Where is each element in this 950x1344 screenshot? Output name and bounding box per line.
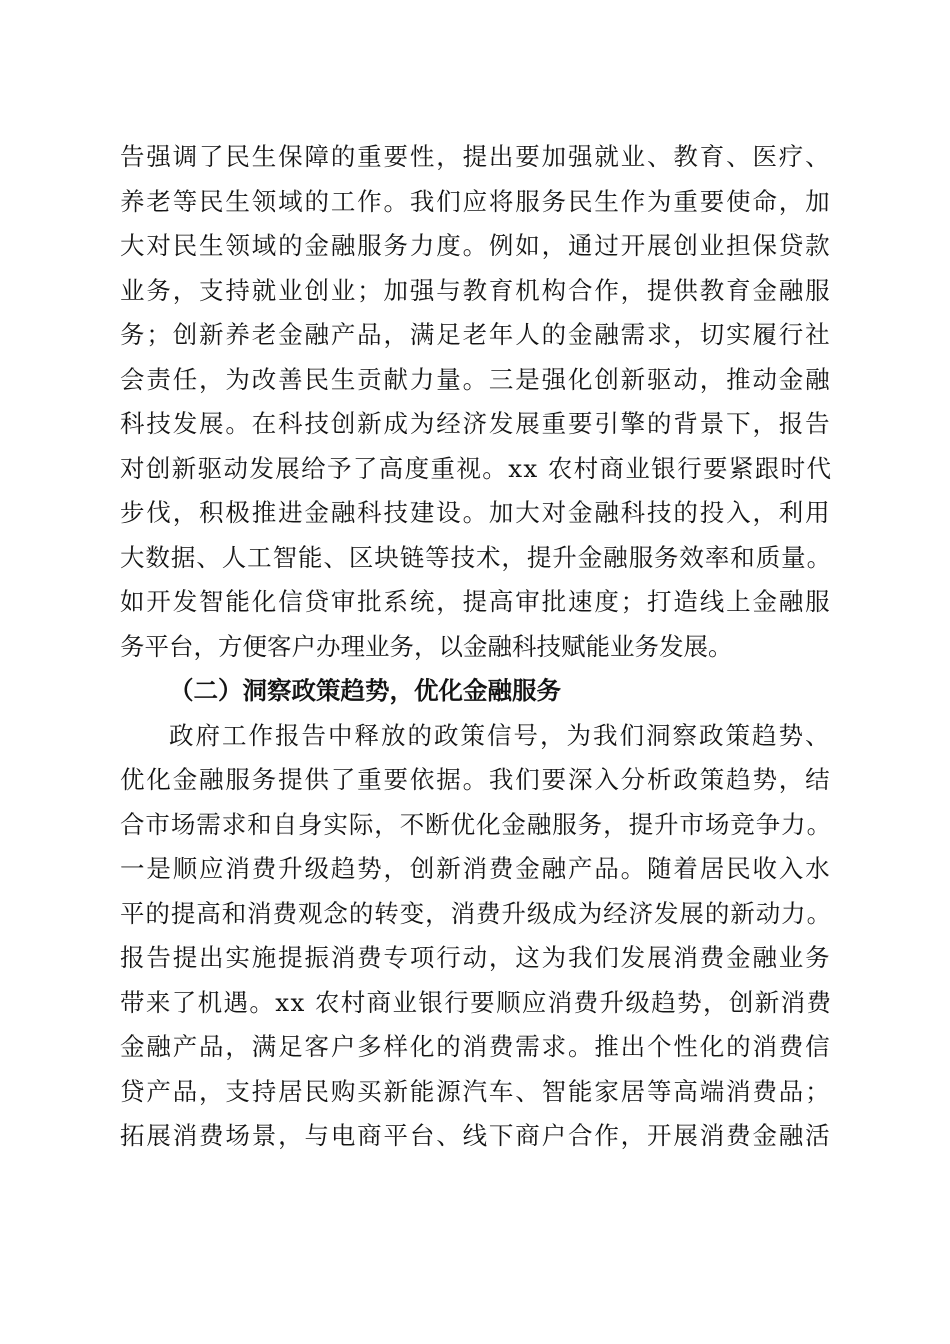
body-text-line: 务；创新养老金融产品，满足老年人的金融需求，切实履行社 bbox=[120, 320, 832, 349]
body-text-line: 科技发展。在科技创新成为经济发展重要引擎的背景下，报告 bbox=[120, 409, 832, 438]
body-text-line: 养老等民生领域的工作。我们应将服务民生作为重要使命，加 bbox=[120, 186, 832, 216]
body-text-line: 优化金融服务提供了重要依据。我们要深入分析政策趋势，结 bbox=[120, 765, 832, 794]
body-text-line: 告强调了民生保障的重要性，提出要加强就业、教育、医疗、 bbox=[120, 142, 832, 171]
body-text-line: 大数据、人工智能、区块链等技术，提升金融服务效率和质量。 bbox=[120, 542, 832, 572]
body-text-line: 对创新驱动发展给予了高度重视。xx 农村商业银行要紧跟时代 bbox=[120, 453, 833, 483]
body-text-line: 会责任，为改善民生贡献力量。三是强化创新驱动，推动金融 bbox=[120, 364, 832, 394]
body-text-line: 平的提高和消费观念的转变，消费升级成为经济发展的新动力。 bbox=[120, 898, 832, 928]
body-text-line: 带来了机遇。xx 农村商业银行要顺应消费升级趋势，创新消费 bbox=[120, 987, 833, 1017]
body-text-line: 业务，支持就业创业；加强与教育机构合作，提供教育金融服 bbox=[120, 275, 832, 305]
body-text-line: 报告提出实施提振消费专项行动，这为我们发展消费金融业务 bbox=[120, 943, 832, 972]
body-text-line: 贷产品，支持居民购买新能源汽车、智能家居等高端消费品； bbox=[120, 1076, 832, 1106]
body-text-line: 拓展消费场景，与电商平台、线下商户合作，开展消费金融活 bbox=[120, 1121, 832, 1150]
body-text-line: 务平台，方便客户办理业务，以金融科技赋能业务发展。 bbox=[120, 631, 733, 661]
section-heading: （二）洞察政策趋势，优化金融服务 bbox=[169, 676, 561, 705]
body-text-line: 如开发智能化信贷审批系统，提高审批速度；打造线上金融服 bbox=[120, 587, 832, 616]
body-text-line: 合市场需求和自身实际，不断优化金融服务，提升市场竞争力。 bbox=[120, 809, 832, 839]
body-text-line: 大对民生领域的金融服务力度。例如，通过开展创业担保贷款 bbox=[120, 231, 832, 260]
body-text-line: 步伐，积极推进金融科技建设。加大对金融科技的投入，利用 bbox=[120, 498, 832, 527]
body-text-line: 金融产品，满足客户多样化的消费需求。推出个性化的消费信 bbox=[120, 1032, 832, 1061]
body-text-line: 政府工作报告中释放的政策信号，为我们洞察政策趋势、 bbox=[169, 720, 832, 750]
body-text-line: 一是顺应消费升级趋势，创新消费金融产品。随着居民收入水 bbox=[120, 854, 832, 883]
